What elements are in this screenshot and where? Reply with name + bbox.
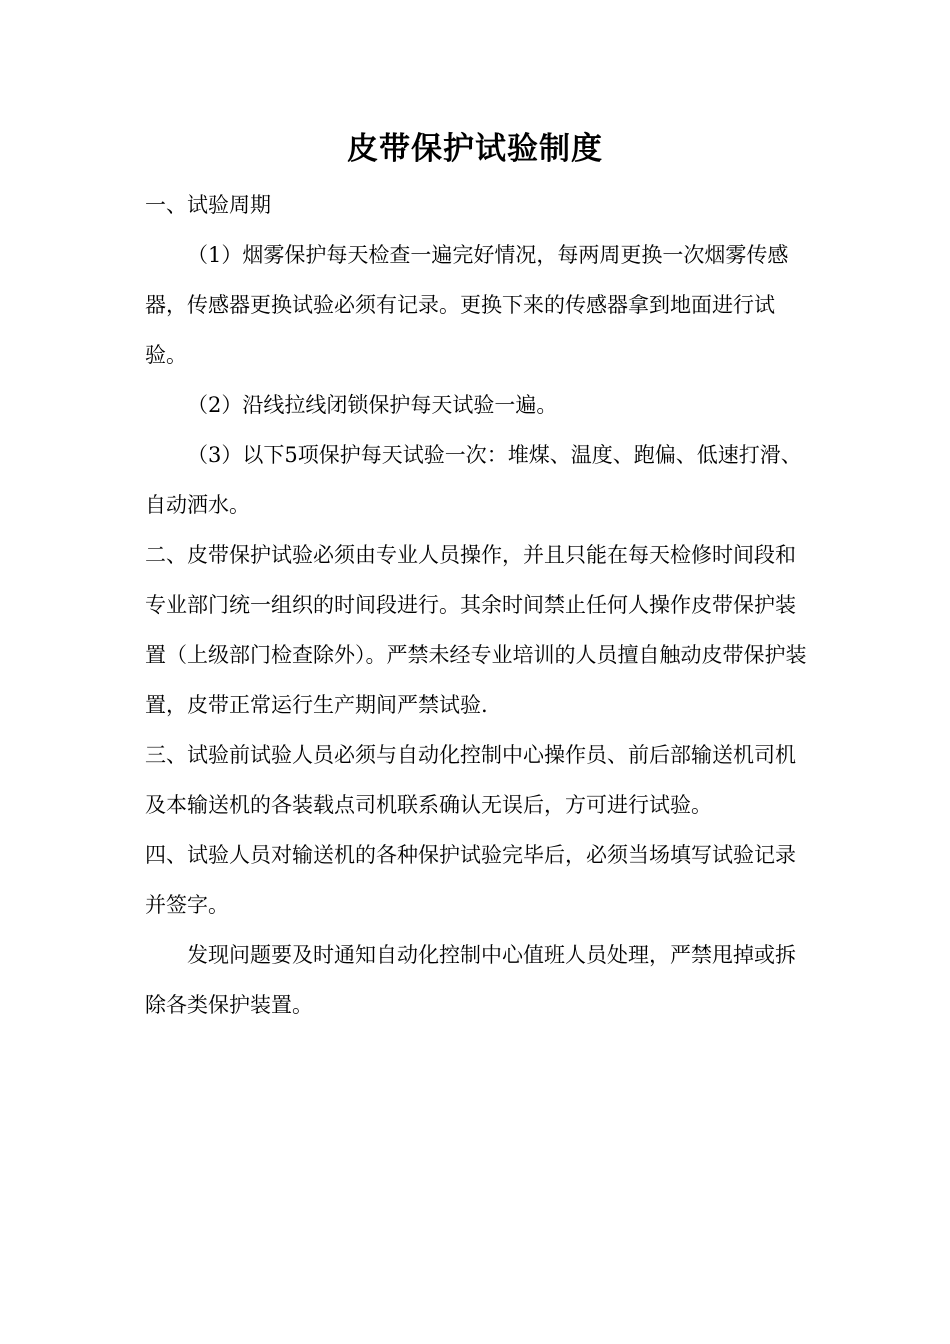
paragraph-smoke-protection: （1）烟雾保护每天检查一遍完好情况，每两周更换一次烟雾传感器，传感器更换试验必须有记录。更换下来的传感器拿到地面进行试验。	[145, 243, 789, 367]
paragraph-closing-note: 发现问题要及时通知自动化控制中心值班人员处理，严禁甩掉或拆除各类保护装置。	[145, 943, 796, 1017]
paragraph-section-three: 三、试验前试验人员必须与自动化控制中心操作员、前后部输送机司机及本输送机的各装载点司机联系确认无误后，方可进行试验。	[145, 743, 796, 817]
section-heading-cycle: 一、试验周期	[145, 193, 271, 217]
paragraph-pull-wire-lock: （2）沿线拉线闭锁保护每天试验一遍。	[187, 393, 558, 417]
document-body	[145, 180, 810, 1030]
paragraph-five-protections: （3）以下5项保护每天试验一次：堆煤、温度、跑偏、低速打滑、自动洒水。	[145, 443, 802, 517]
paragraph-section-two: 二、皮带保护试验必须由专业人员操作，并且只能在每天检修时间段和专业部门统一组织的时间段进行。其余时间禁止任何人操作皮带保护装置（上级部门检查除外）。严禁未经专业培训的人员擅自触动皮带保护装置，皮带正常运行生产期间严禁试验.	[145, 543, 807, 717]
paragraph-section-four: 四、试验人员对输送机的各种保护试验完毕后，必须当场填写试验记录并签字。	[145, 843, 796, 917]
document-title: 皮带保护试验制度	[347, 131, 603, 167]
